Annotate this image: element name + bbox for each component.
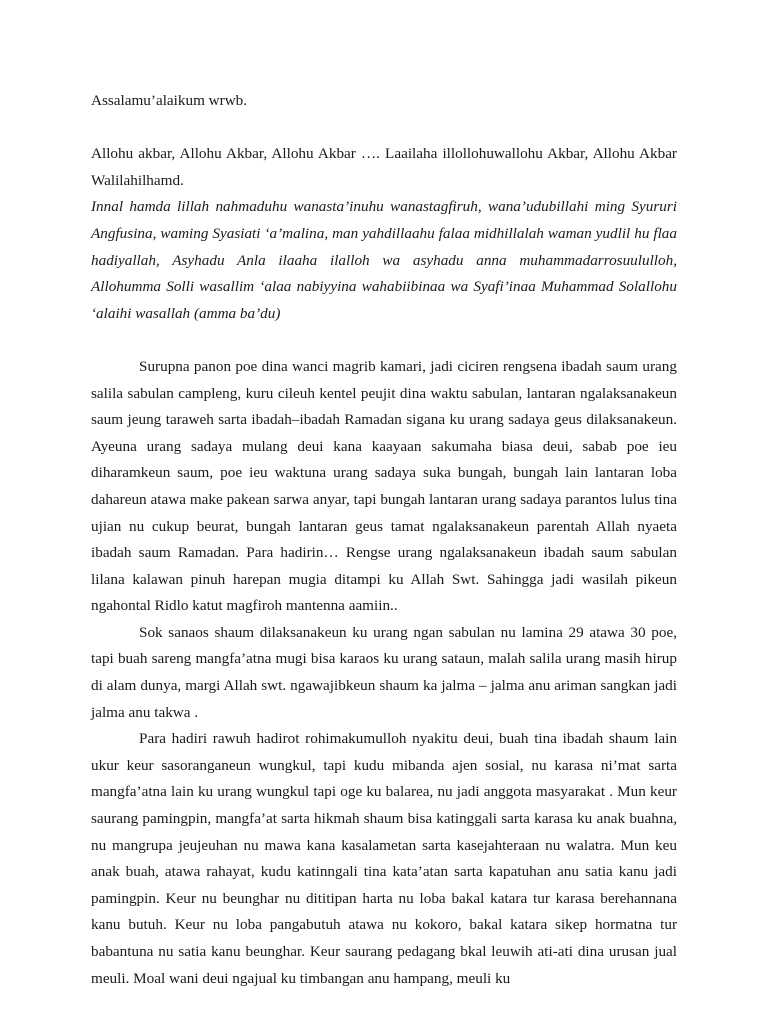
arabic-prayer-paragraph: Innal hamda lillah nahmaduhu wanasta’inuhu wanastagfiruh, wana’udubillahi ming Syururi Angfusina, waming Syasiati ‘a’malina, man yahdillaahu falaa midhillalah waman yudlil hu flaa hadiyallah, Asyhadu Anla ilaaha ilalloh wa asyhadu anna muhammadarrosuululloh, Allohumma Solli wasallim ‘alaa nabiyyina wahabiibinaa wa Syafi’inaa Muhammad Solallohu ‘alaihi wasallah (amma ba’du) bbox=[91, 198, 677, 322]
body-paragraph-1: Surupna panon poe dina wanci magrib kamari, jadi ciciren rengsena ibadah saum urang salila sabulan campleng, kuru cileuh kentel peujit dina waktu sabulan, lantaran ngalaksanakeun saum jeung taraweh sarta ibadah–ibadah Ramadan sigana ku urang sadaya geus dilaksanakeun. Ayeuna urang sadaya mulang deui kana kaayaan sakumaha biasa deui, sabab poe ieu diharamkeun saum, poe ieu waktuna urang sadaya suka bungah, bungah lain lantaran loba dahareun atawa make pakean sarwa anyar, tapi bungah lantaran urang sadaya parantos lulus tina ujian nu cukup beurat, bungah lantaran geus tamat ngalaksanakeun parentah Allah nyaeta ibadah saum Ramadan. Para hadirin… Rengse urang ngalaksanakeun ibadah saum sabulan lilana kalawan pinuh harepan mugia ditampi ku Allah Swt. Sahingga jadi wasilah pikeun ngahontal Ridlo katut magfiroh mantenna aamiin.. bbox=[91, 357, 677, 615]
opening-takbir: Allohu akbar, Allohu Akbar, Allohu Akbar …. Laailaha illollohuwallohu Akbar, Allohu Akbar Walilahilhamd. bbox=[91, 145, 677, 189]
greeting-line: Assalamu’alaikum wrwb. bbox=[91, 92, 248, 109]
body-paragraph-3: Para hadiri rawuh hadirot rohimakumulloh nyakitu deui, buah tina ibadah shaum lain ukur keur sasoranganeun wungkul, tapi kudu mibanda ajen sosial, nu karasa ni’mat sarta mangfa’atna lain ku urang wungkul tapi oge ku balarea, nu jadi anggota masyarakat . Mun keur saurang pamingpin, mangfa’at sarta hikmah shaum bisa katinggali sarta karasa ku anak buahna, nu mangrupa jeujeuhan nu mawa kana kasalametan sarta kasejahteraan nu walatra. Mun keu anak buah, atawa rahayat, kudu katinngali tina kata’atan sarta kapatuhan anu satia kanu jadi pamingpin. Keur nu beunghar nu dititipan harta nu loba bakal katara tur karasa berehannana kanu butuh. Keur nu loba pangabutuh atawa nu kokoro, bakal katara sikep hormatna tur babantuna nu satia kanu beunghar. Keur saurang pedagang bkal leuwih ati-ati dina urusan jual meuli. Moal wani deui ngajual ku timbangan anu hampang, meuli ku bbox=[91, 730, 677, 987]
document-page bbox=[91, 88, 677, 992]
body-paragraph-2: Sok sanaos shaum dilaksanakeun ku urang ngan sabulan nu lamina 29 atawa 30 poe, tapi buah sareng mangfa’atna mugi bisa karaos ku urang sataun, malah salila urang masih hirup di alam dunya, margi Allah swt. ngawajibkeun shaum ka jalma – jalma anu ariman sangkan jadi jalma anu takwa . bbox=[91, 623, 677, 721]
